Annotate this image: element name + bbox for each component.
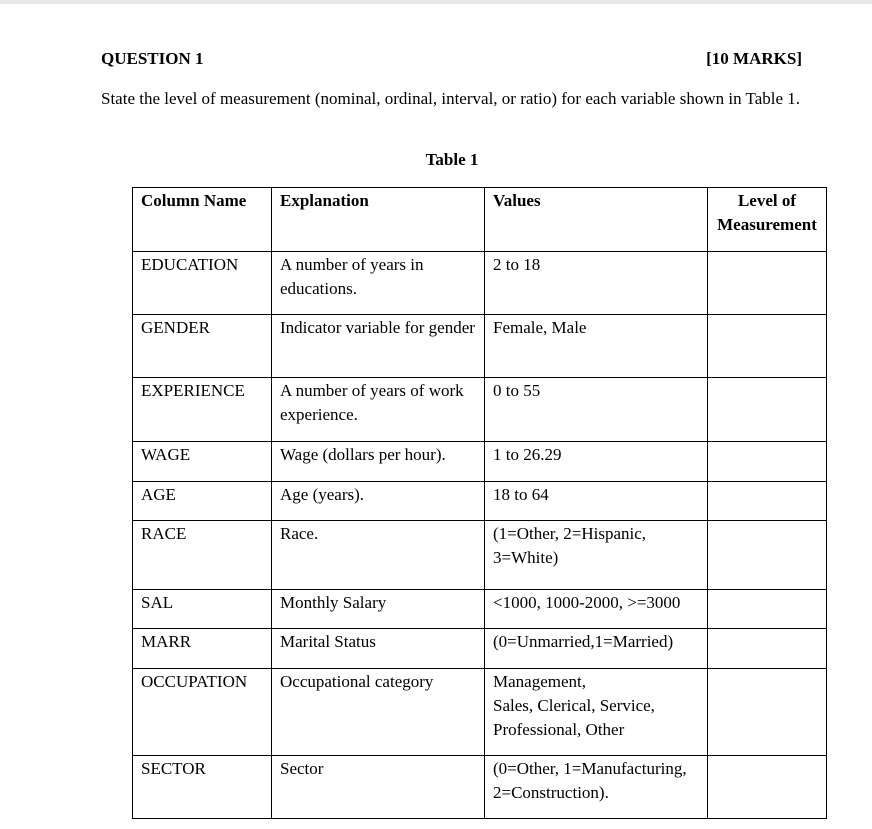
cell-values: 0 to 55 [485, 378, 708, 442]
cell-values: (0=Other, 1=Manufacturing, 2=Construction). [485, 756, 708, 819]
cell-column-name: SECTOR [133, 756, 272, 819]
question-heading [101, 48, 802, 70]
question-title: QUESTION 1 [101, 49, 204, 68]
cell-explanation: Race. [272, 521, 485, 590]
cell-values: (0=Unmarried,1=Married) [485, 629, 708, 669]
cell-level-of-measurement[interactable] [708, 756, 827, 819]
measurement-table [132, 187, 827, 819]
cell-explanation: Monthly Salary [272, 590, 485, 629]
cell-column-name: OCCUPATION [133, 669, 272, 756]
cell-explanation: Indicator variable for gender [272, 315, 485, 378]
cell-column-name: RACE [133, 521, 272, 590]
table-caption: Table 1 [425, 150, 479, 169]
cell-explanation: Marital Status [272, 629, 485, 669]
cell-explanation: Occupational category [272, 669, 485, 756]
cell-explanation: A number of years in educations. [272, 252, 485, 315]
question-marks: [10 MARKS] [706, 49, 802, 68]
cell-level-of-measurement[interactable] [708, 590, 827, 629]
cell-level-of-measurement[interactable] [708, 629, 827, 669]
cell-explanation: A number of years of work experience. [272, 378, 485, 442]
cell-explanation: Wage (dollars per hour). [272, 442, 485, 482]
cell-column-name: SAL [133, 590, 272, 629]
header-level-of-measurement: Level of Measurement [708, 188, 827, 252]
cell-level-of-measurement[interactable] [708, 252, 827, 315]
cell-values: Female, Male [485, 315, 708, 378]
table-row [133, 378, 827, 442]
cell-values: <1000, 1000-2000, >=3000 [485, 590, 708, 629]
cell-values: (1=Other, 2=Hispanic, 3=White) [485, 521, 708, 590]
header-explanation: Explanation [272, 188, 485, 252]
cell-explanation: Age (years). [272, 482, 485, 521]
table-row [133, 590, 827, 629]
cell-level-of-measurement[interactable] [708, 378, 827, 442]
cell-column-name: MARR [133, 629, 272, 669]
cell-column-name: GENDER [133, 315, 272, 378]
cell-level-of-measurement[interactable] [708, 521, 827, 590]
table-row [133, 521, 827, 590]
table-row [133, 442, 827, 482]
header-values: Values [485, 188, 708, 252]
table-row [133, 482, 827, 521]
table-row [133, 629, 827, 669]
cell-column-name: EDUCATION [133, 252, 272, 315]
cell-explanation: Sector [272, 756, 485, 819]
cell-level-of-measurement[interactable] [708, 669, 827, 756]
table-row [133, 669, 827, 756]
cell-values: 1 to 26.29 [485, 442, 708, 482]
table-row [133, 315, 827, 378]
cell-column-name: EXPERIENCE [133, 378, 272, 442]
table-header-row [133, 188, 827, 252]
cell-level-of-measurement[interactable] [708, 442, 827, 482]
cell-column-name: WAGE [133, 442, 272, 482]
cell-level-of-measurement[interactable] [708, 315, 827, 378]
top-edge-bar [0, 0, 872, 4]
cell-column-name: AGE [133, 482, 272, 521]
header-column-name: Column Name [133, 188, 272, 252]
table-row [133, 252, 827, 315]
cell-values: 18 to 64 [485, 482, 708, 521]
cell-level-of-measurement[interactable] [708, 482, 827, 521]
question-instruction: State the level of measurement (nominal, ordinal, interval, or ratio) for each variable shown in Table 1. [101, 89, 801, 108]
cell-values: Management, Sales, Clerical, Service, Professional, Other [485, 669, 708, 756]
cell-values: 2 to 18 [485, 252, 708, 315]
table-row [133, 756, 827, 819]
